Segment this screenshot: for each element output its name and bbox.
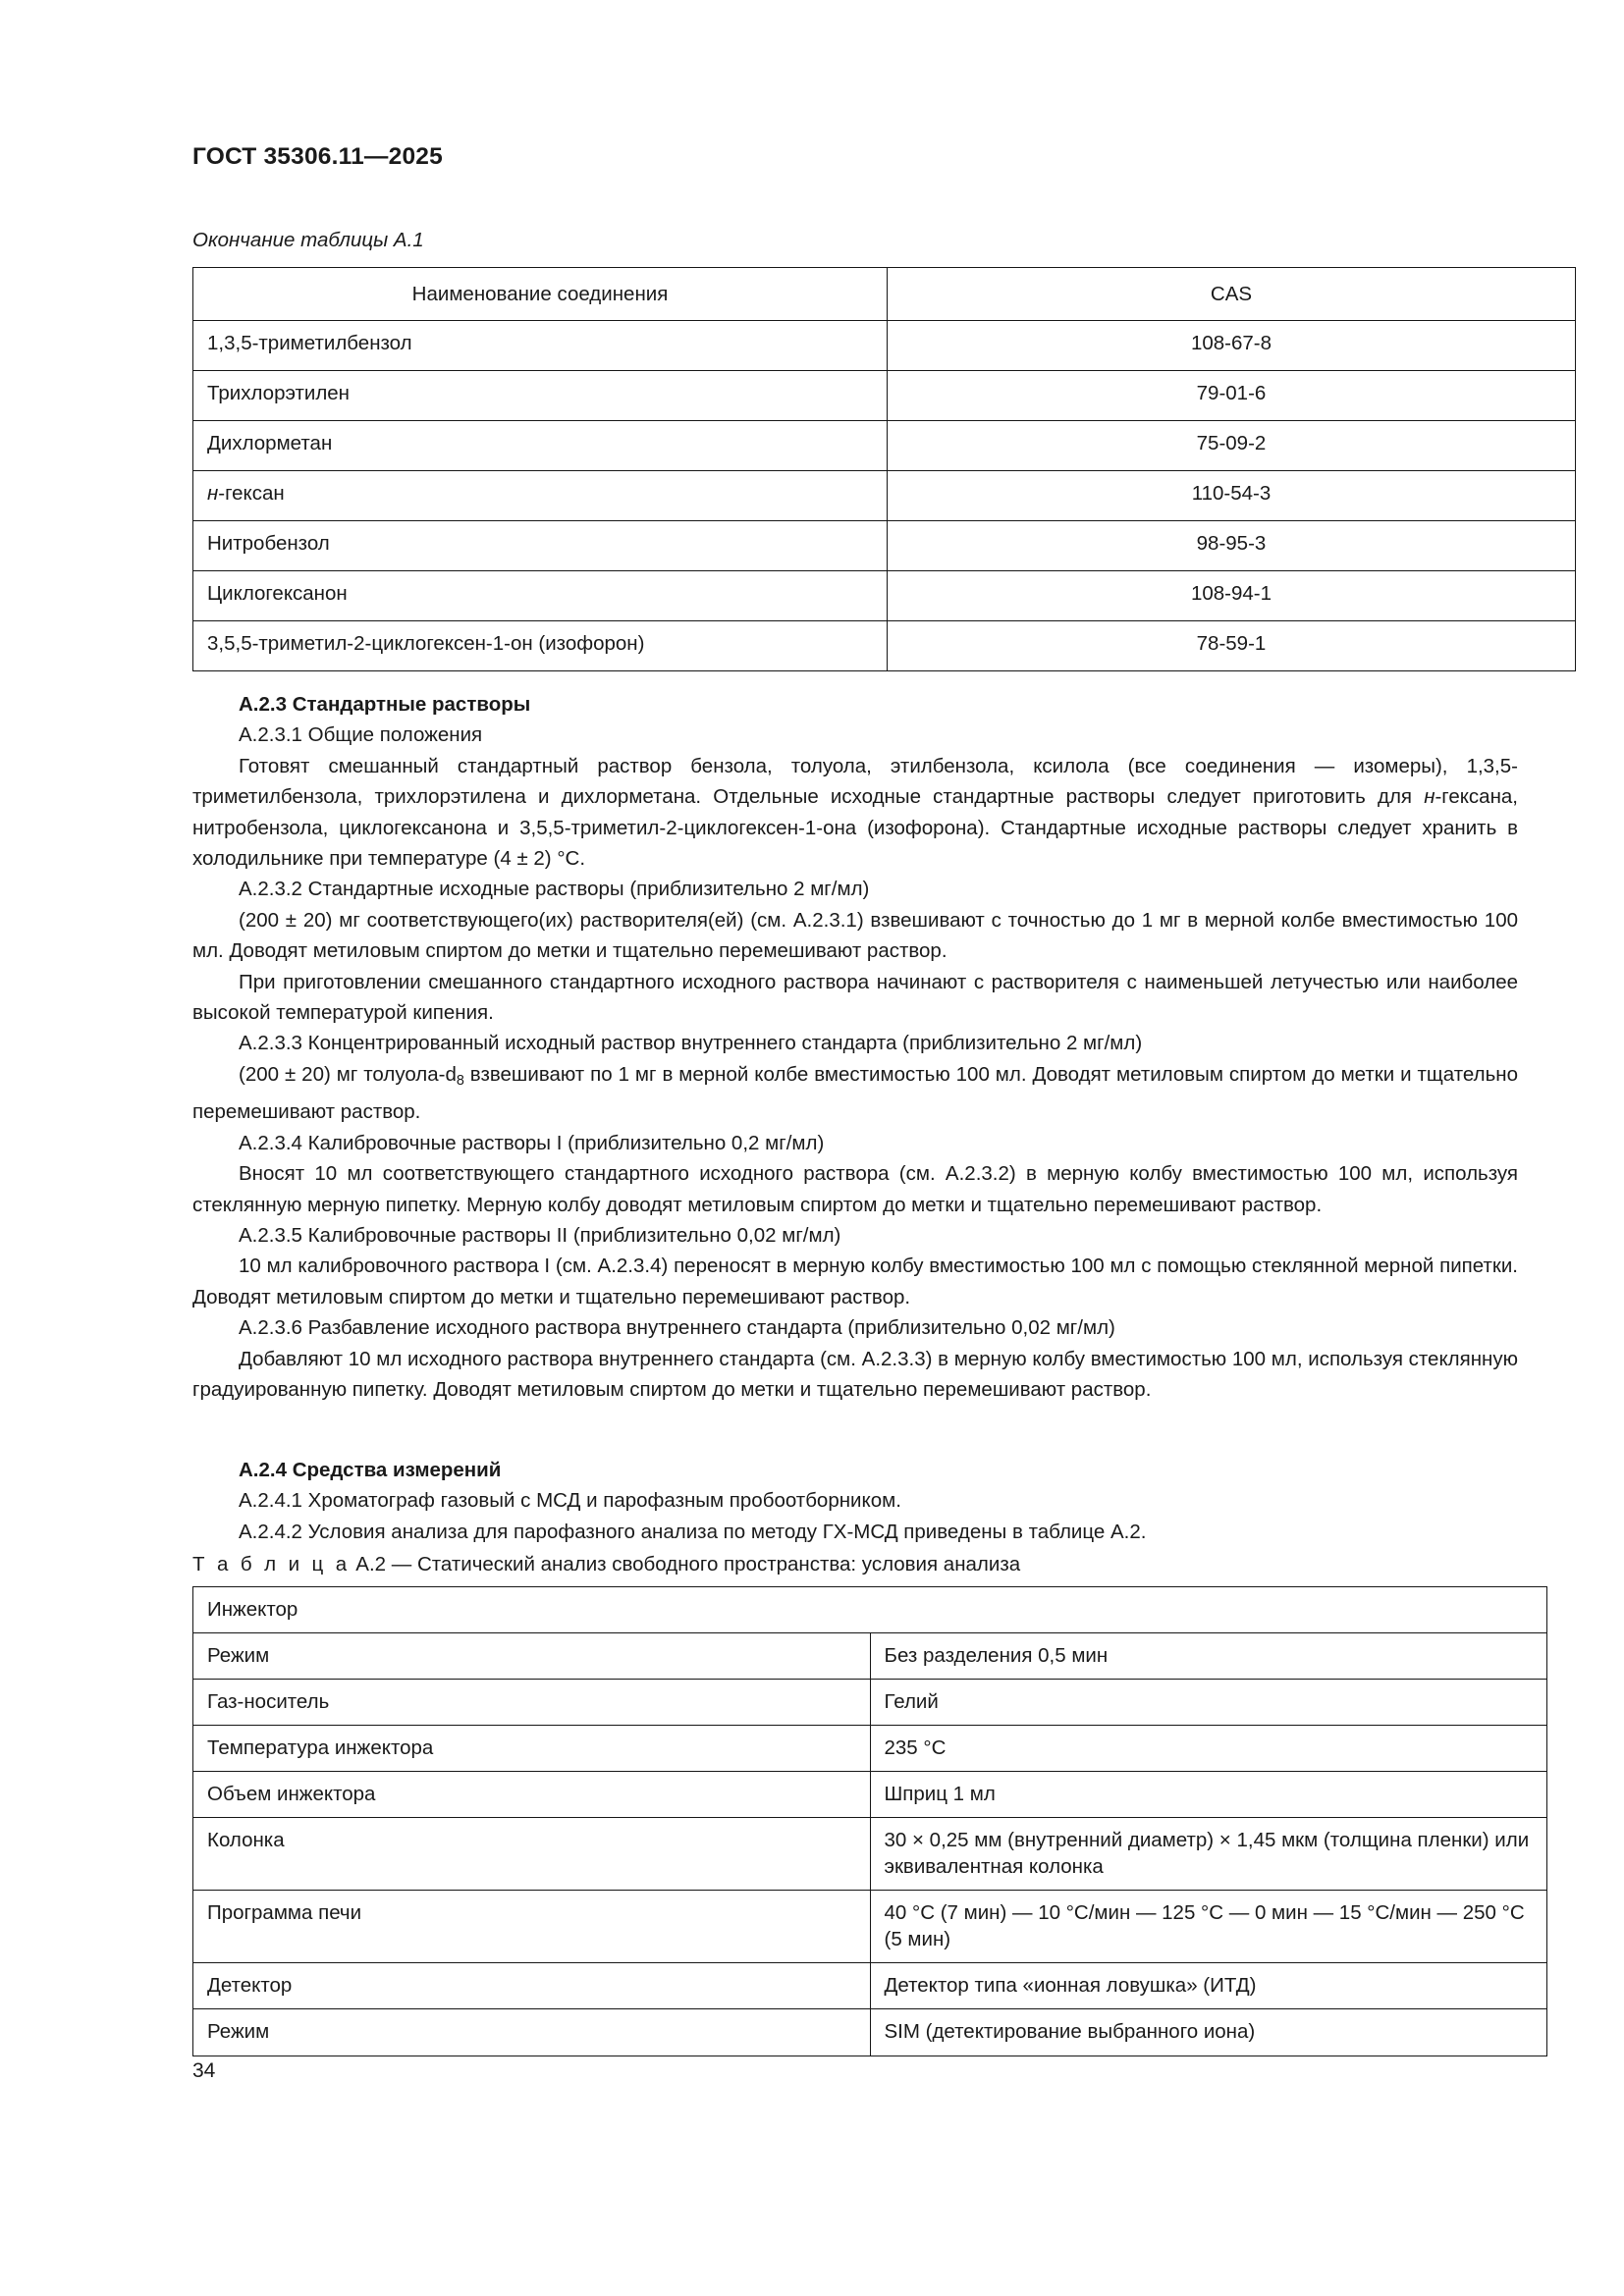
param-value: Шприц 1 мл [870, 1772, 1547, 1818]
compound-name: Циклогексанон [193, 571, 888, 621]
param-label: Газ-носитель [193, 1680, 871, 1726]
compound-name: Нитробензол [193, 521, 888, 571]
table-row [193, 1680, 1547, 1726]
table-row [193, 1726, 1547, 1772]
param-label: Объем инжектора [193, 1772, 871, 1818]
compound-cas: 75-09-2 [888, 421, 1576, 471]
heading-a24: А.2.4 Средства измерений [239, 1459, 502, 1481]
compound-cas: 108-67-8 [888, 321, 1576, 371]
italic-prefix: н [1424, 785, 1435, 809]
table-row [193, 621, 1576, 671]
table-row [193, 1963, 1547, 2009]
param-label: Режим [193, 1633, 871, 1680]
compound-cas: 98-95-3 [888, 521, 1576, 571]
table-a2 [192, 1586, 1547, 2056]
heading-a232: А.2.3.2 Стандартные исходные растворы (приблизительно 2 мг/мл) [239, 878, 870, 901]
table-a2-caption [192, 1553, 1020, 1576]
table-row [193, 1891, 1547, 1963]
paragraph-a232b: При приготовлении смешанного стандартного исходного раствора начинают с растворителя с наименьшей летучестью или наиболее высокой температурой кипения. [192, 970, 1518, 1025]
table-row-section [193, 1587, 1547, 1633]
compound-name: 1,3,5-триметилбензол [193, 321, 888, 371]
table-row [193, 1772, 1547, 1818]
heading-a235: А.2.3.5 Калибровочные растворы II (приблизительно 0,02 мг/мл) [239, 1223, 841, 1247]
param-label: Программа печи [193, 1891, 871, 1963]
compound-name: Дихлорметан [193, 421, 888, 471]
param-value: SIM (детектирование выбранного иона) [870, 2009, 1547, 2056]
param-label: Детектор [193, 1963, 871, 2009]
param-label: Колонка [193, 1818, 871, 1891]
table-row [193, 471, 1576, 521]
heading-a231: А.2.3.1 Общие положения [239, 723, 483, 747]
table-a2-section-label: Инжектор [193, 1587, 1547, 1633]
compound-name-prefix: н [207, 482, 219, 506]
table-a2-caption-text: А.2 — Статический анализ свободного пространства: условия анализа [350, 1553, 1021, 1575]
param-value: 30 × 0,25 мм (внутренний диаметр) × 1,45 мкм (толщина пленки) или эквивалентная колонка [870, 1818, 1547, 1891]
param-value: 235 °C [870, 1726, 1547, 1772]
table-row [193, 1818, 1547, 1891]
section-a24 [192, 1455, 1518, 1547]
table-row [193, 571, 1576, 621]
para-a233-post: взвешивают по 1 мг в мерной колбе вместимостью 100 мл. Доводят метиловым спиртом до метки и тщательно перемешивают раствор. [192, 1062, 1518, 1124]
subscript-d8: 8 [456, 1072, 464, 1089]
table-a1 [192, 267, 1576, 671]
param-value: 40 °C (7 мин) — 10 °C/мин — 125 °C — 0 мин — 15 °C/мин — 250 °C (5 мин) [870, 1891, 1547, 1963]
table-a1-header-row [193, 268, 1576, 321]
paragraph-a234: Вносят 10 мл соответствующего стандартного исходного раствора (см. А.2.3.2) в мерную колбу вместимостью 100 мл, используя стеклянную мерную пипетку. Мерную колбу доводят метиловым спиртом до метки и тщательно перемешивают раствор. [192, 1162, 1518, 1216]
table-row [193, 1633, 1547, 1680]
table-row [193, 371, 1576, 421]
compound-name: 3,5,5-триметил-2-циклогексен-1-он (изофорон) [193, 621, 888, 671]
table-row [193, 321, 1576, 371]
table-row [193, 521, 1576, 571]
para-a233-pre: (200 ± 20) мг толуола-d [239, 1062, 457, 1086]
paragraph-a233 [192, 1059, 1518, 1128]
table-row [193, 2009, 1547, 2056]
heading-a233: А.2.3.3 Концентрированный исходный раствор внутреннего стандарта (приблизительно 2 мг/мл) [239, 1032, 1143, 1055]
table-a1-col-cas: CAS [888, 268, 1576, 321]
table-a2-caption-label: Т а б л и ц а [192, 1553, 351, 1575]
page-number: 34 [192, 2059, 216, 2082]
heading-a236: А.2.3.6 Разбавление исходного раствора внутреннего стандарта (приблизительно 0,02 мг/мл) [239, 1316, 1115, 1340]
param-label: Температура инжектора [193, 1726, 871, 1772]
paragraph-a232: (200 ± 20) мг соответствующего(их) растворителя(ей) (см. А.2.3.1) взвешивают с точностью до 1 мг в мерной колбе вместимостью 100 мл. Доводят метиловым спиртом до метки и тщательно перемешивают раствор. [192, 908, 1518, 963]
param-value: Детектор типа «ионная ловушка» (ИТД) [870, 1963, 1547, 2009]
compound-cas: 79-01-6 [888, 371, 1576, 421]
page-title: ГОСТ 35306.11—2025 [192, 143, 443, 170]
compound-name: Трихлорэтилен [193, 371, 888, 421]
compound-cas: 78-59-1 [888, 621, 1576, 671]
compound-cas: 110-54-3 [888, 471, 1576, 521]
param-value: Без разделения 0,5 мин [870, 1633, 1547, 1680]
compound-name: н-гексан [193, 471, 888, 521]
heading-a23: А.2.3 Стандартные растворы [239, 693, 531, 716]
table-row [193, 421, 1576, 471]
table-a1-caption: Окончание таблицы А.1 [192, 229, 424, 251]
paragraph-a236: Добавляют 10 мл исходного раствора внутреннего стандарта (см. А.2.3.3) в мерную колбу вместимостью 100 мл, используя стеклянную градуированную пипетку. Доводят метиловым спиртом до метки и тщательно перемешивают раствор. [192, 1347, 1518, 1401]
table-a1-col-name: Наименование соединения [193, 268, 888, 321]
section-a23 [192, 689, 1518, 1405]
paragraph-a231: Готовят смешанный стандартный раствор бензола, толуола, этилбензола, ксилола (все соединения — изомеры), 1,3,5-триметилбензола, трихлорэтилена и дихлорметана. Отдельные исходные стандартные растворы следует приготовить для н-гексана, нитробензола, циклогексанона и 3,5,5-триметил-2-циклогексен-1-она (изофорона). Стандартные исходные растворы следует хранить в холодильнике при температуре (4 ± 2) °C. [192, 754, 1518, 871]
paragraph-a242: А.2.4.2 Условия анализа для парофазного анализа по методу ГХ-МСД приведены в таблице А.2. [239, 1520, 1147, 1543]
param-label: Режим [193, 2009, 871, 2056]
paragraph-a235: 10 мл калибровочного раствора I (см. А.2.3.4) переносят в мерную колбу вместимостью 100 мл с помощью стеклянной мерной пипетки. Доводят метиловым спиртом до метки и тщательно перемешивают раствор. [192, 1255, 1518, 1308]
param-value: Гелий [870, 1680, 1547, 1726]
heading-a234: А.2.3.4 Калибровочные растворы I (приблизительно 0,2 мг/мл) [239, 1131, 825, 1154]
compound-cas: 108-94-1 [888, 571, 1576, 621]
paragraph-a241: А.2.4.1 Хроматограф газовый с МСД и парофазным пробоотборником. [239, 1489, 901, 1513]
